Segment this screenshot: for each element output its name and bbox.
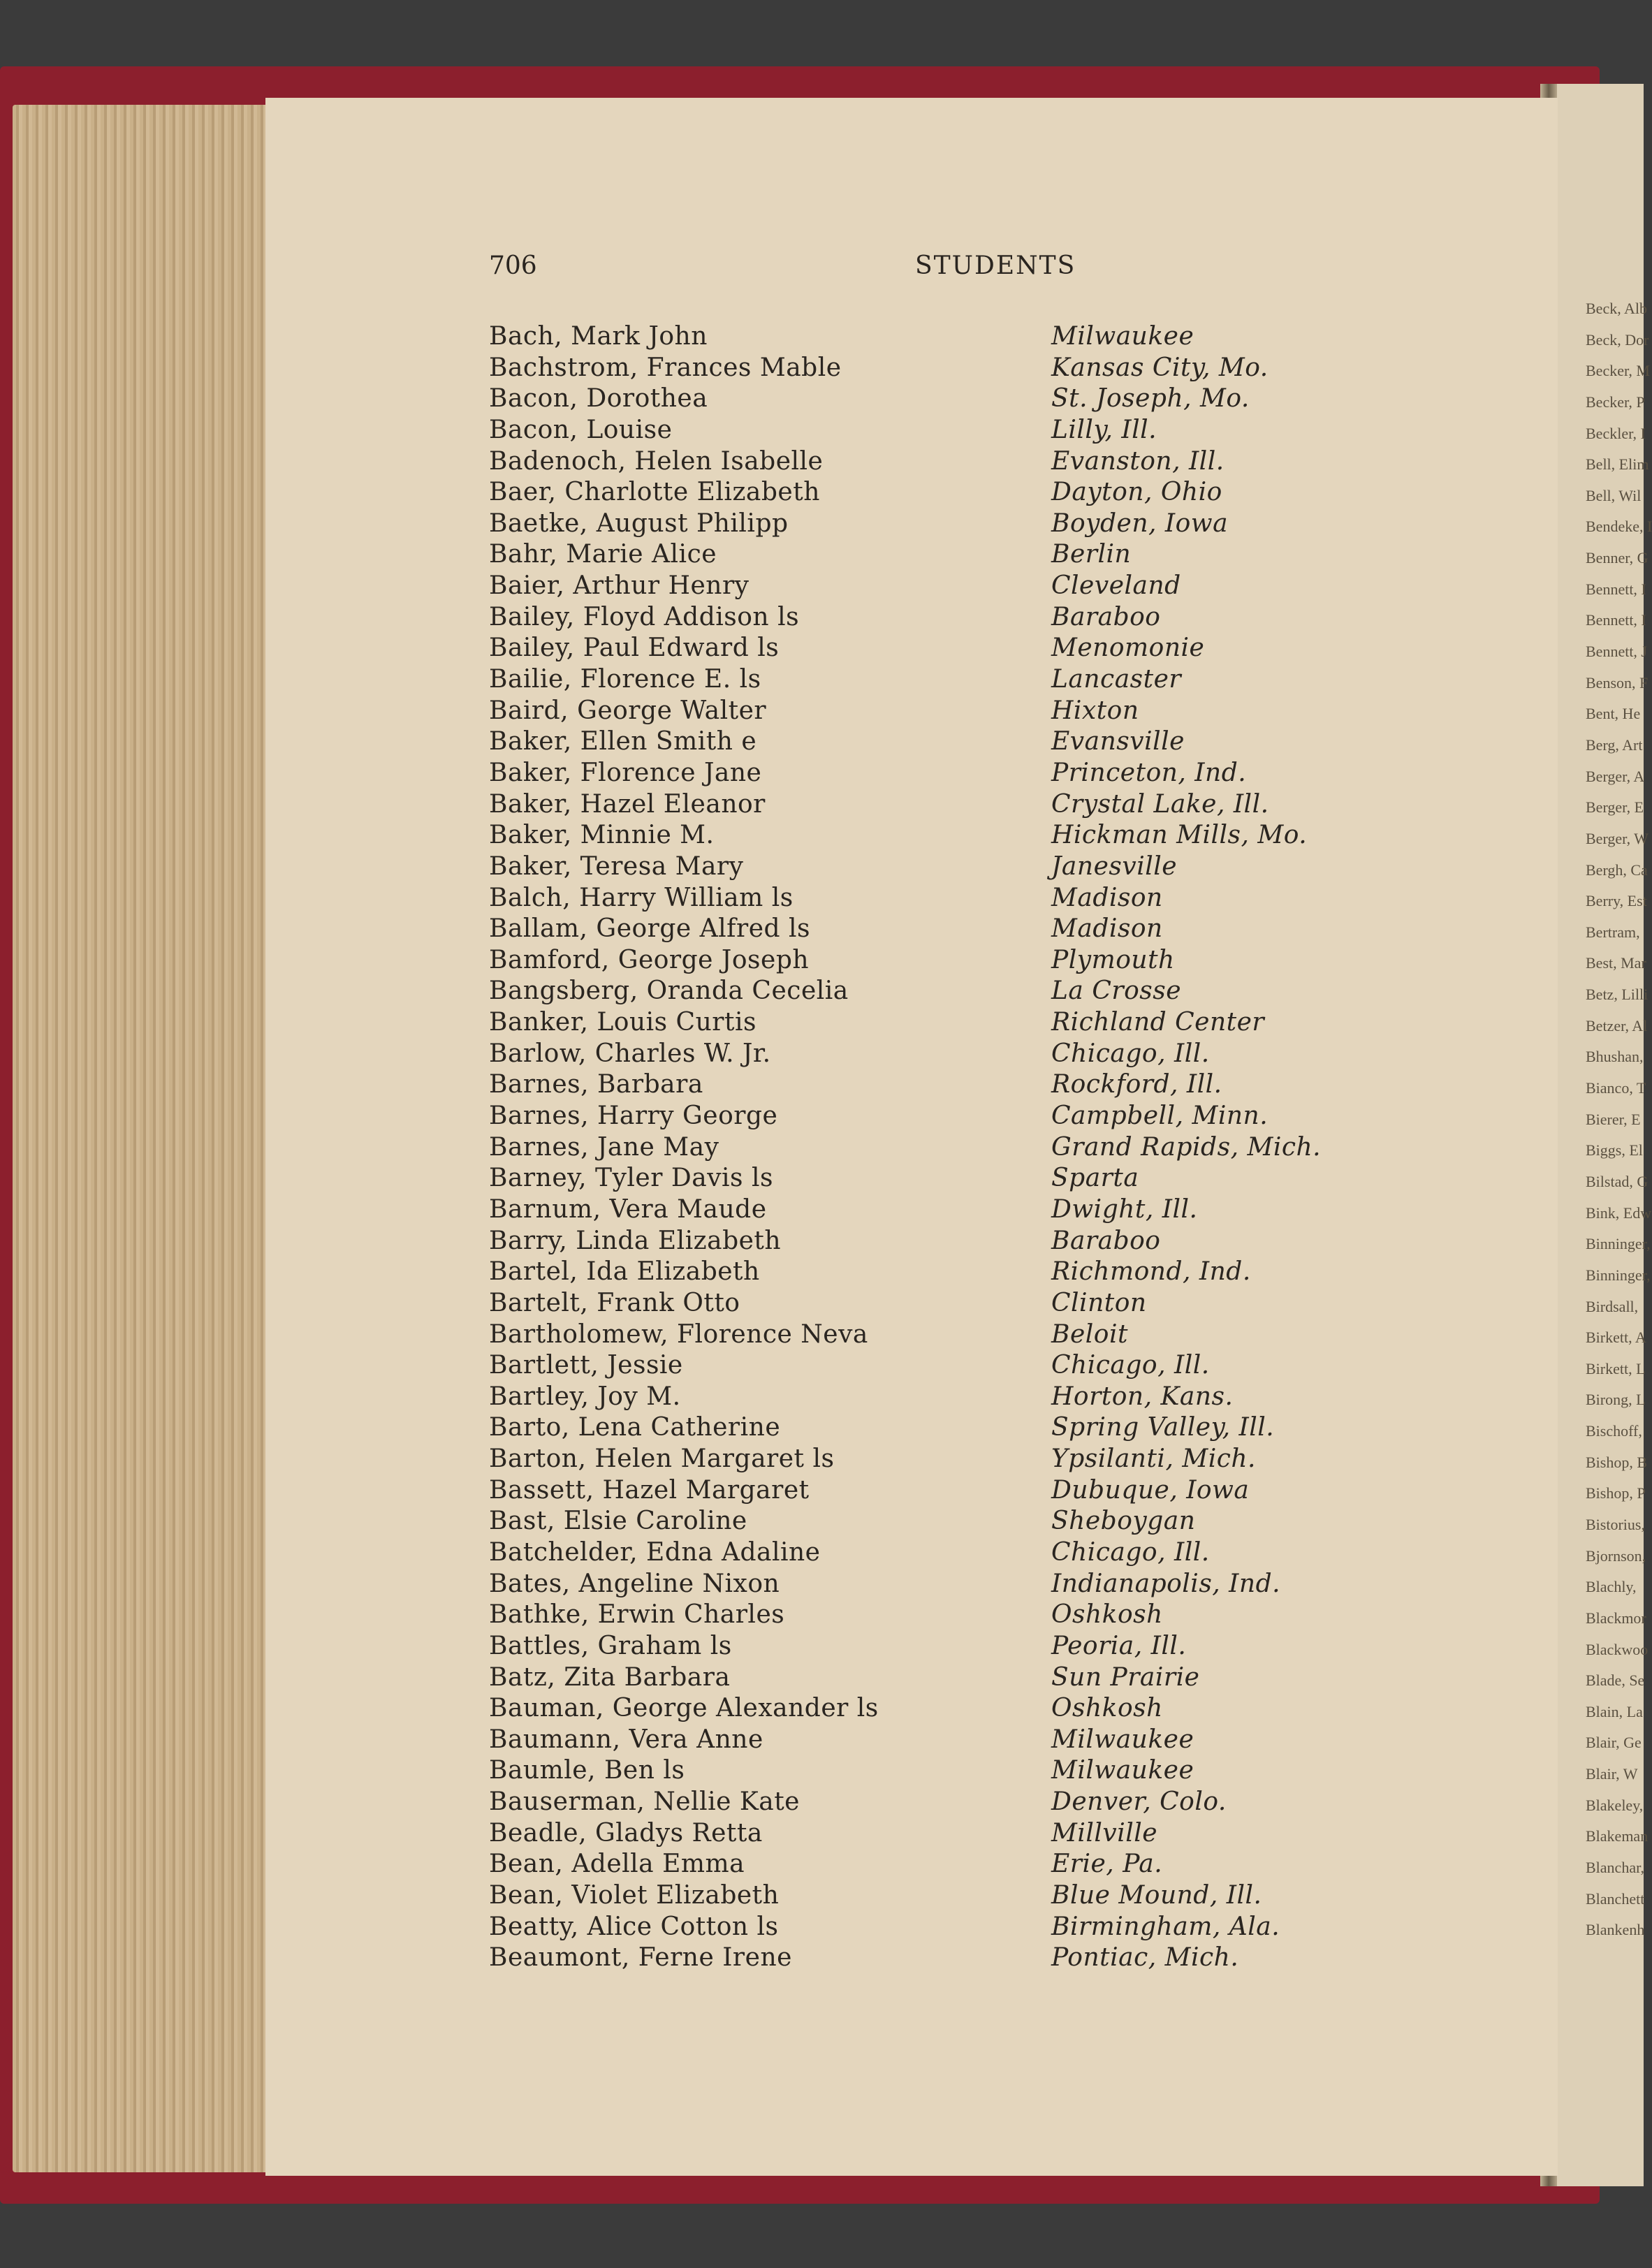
running-head: STUDENTS: [915, 251, 1076, 280]
student-entry: [489, 1382, 1397, 1413]
student-name: Baker, Teresa Mary: [489, 851, 744, 881]
facing-page-fragment: Beckler, I: [1586, 424, 1646, 442]
facing-page-fragment: Bhushan,: [1586, 1048, 1644, 1066]
student-name: Baker, Hazel Eleanor: [489, 789, 766, 819]
student-hometown: Chicago, Ill.: [1051, 1039, 1210, 1068]
student-name: Barney, Tyler Davis ls: [489, 1164, 773, 1193]
student-hometown: Madison: [1051, 883, 1163, 912]
student-hometown: Richmond, Ind.: [1051, 1257, 1251, 1287]
student-name: Bachstrom, Frances Mable: [489, 353, 842, 382]
student-hometown: Clinton: [1051, 1288, 1147, 1317]
student-name: Balch, Harry William ls: [489, 883, 794, 912]
student-entry: [489, 1194, 1397, 1226]
facing-page-fragment: Becker, M: [1586, 362, 1650, 380]
student-name: Barlow, Charles W. Jr.: [489, 1039, 771, 1068]
student-hometown: Chicago, Ill.: [1051, 1351, 1210, 1380]
student-entry: [489, 851, 1397, 883]
student-entry: [489, 633, 1397, 664]
student-hometown: Sparta: [1051, 1164, 1139, 1193]
student-hometown: Princeton, Ind.: [1051, 758, 1247, 787]
student-name: Barnes, Jane May: [489, 1132, 719, 1162]
student-name: Batchelder, Edna Adaline: [489, 1537, 821, 1567]
facing-page-fragment: Bianco, T: [1586, 1079, 1646, 1097]
student-name: Bach, Mark John: [489, 322, 708, 351]
facing-page-fragment: Bischoff,: [1586, 1422, 1642, 1440]
student-entry: [489, 1569, 1397, 1600]
student-entry: [489, 539, 1397, 571]
facing-page-fragment: Betz, Lilli: [1586, 986, 1649, 1004]
student-entry: [489, 1288, 1397, 1319]
student-name: Bartel, Ida Elizabeth: [489, 1257, 760, 1287]
student-hometown: Dubuque, Iowa: [1051, 1475, 1250, 1505]
facing-page-fragment: Beck, Dor: [1586, 330, 1649, 349]
student-entry: [489, 1039, 1397, 1070]
facing-page-fragment: Biggs, El: [1586, 1141, 1643, 1159]
student-hometown: St. Joseph, Mo.: [1051, 384, 1250, 414]
facing-page-fragment: Blair, W: [1586, 1765, 1638, 1783]
student-name: Beaumont, Ferne Irene: [489, 1943, 792, 1973]
student-name: Barnum, Vera Maude: [489, 1194, 767, 1224]
student-entry: [489, 1506, 1397, 1537]
student-name: Barnes, Barbara: [489, 1070, 703, 1099]
facing-page-fragment: Blanchett: [1586, 1889, 1645, 1908]
student-name: Bauserman, Nellie Kate: [489, 1787, 800, 1817]
student-entry: [489, 1007, 1397, 1039]
student-entry: [489, 446, 1397, 478]
student-name: Beadle, Gladys Retta: [489, 1818, 763, 1848]
facing-page-fragment: Blain, La: [1586, 1702, 1643, 1720]
facing-page-fragment: Becker, P: [1586, 393, 1645, 411]
student-name: Bean, Adella Emma: [489, 1850, 745, 1879]
facing-page-fragment: Bertram,: [1586, 923, 1640, 941]
student-hometown: Ypsilanti, Mich.: [1051, 1444, 1256, 1474]
student-hometown: Millville: [1051, 1818, 1158, 1848]
student-entry: [489, 1069, 1397, 1101]
student-entry: [489, 353, 1397, 384]
facing-page-fragment: Bennett, I: [1586, 580, 1646, 598]
facing-page-fragment: Bennett, J: [1586, 643, 1647, 661]
student-entry: [489, 1257, 1397, 1288]
student-entry: [489, 820, 1397, 851]
student-hometown: Indianapolis, Ind.: [1051, 1569, 1281, 1598]
student-name: Bacon, Dorothea: [489, 384, 708, 414]
student-entry: [489, 477, 1397, 509]
student-name: Bailey, Paul Edward ls: [489, 634, 780, 663]
student-name: Barry, Linda Elizabeth: [489, 1226, 782, 1255]
student-entry: [489, 321, 1397, 353]
facing-page-fragment: Birdsall,: [1586, 1297, 1639, 1315]
student-name: Barton, Helen Margaret ls: [489, 1444, 835, 1474]
student-hometown: Hixton: [1051, 696, 1139, 725]
student-entry: [489, 1755, 1397, 1787]
student-hometown: Campbell, Minn.: [1051, 1102, 1269, 1131]
facing-page-fragment: Best, Mar: [1586, 954, 1646, 972]
student-name: Badenoch, Helen Isabelle: [489, 446, 824, 476]
student-hometown: Madison: [1051, 914, 1163, 944]
student-name: Bathke, Erwin Charles: [489, 1600, 785, 1630]
facing-page-fragment: Binninger,: [1586, 1235, 1651, 1253]
student-entry: [489, 1444, 1397, 1475]
student-name: Baer, Charlotte Elizabeth: [489, 478, 820, 507]
student-hometown: Evansville: [1051, 727, 1185, 756]
facing-page-fragment: Berger, W: [1586, 829, 1649, 847]
student-entry: [489, 1226, 1397, 1257]
student-entry: [489, 1101, 1397, 1132]
student-entry: [489, 602, 1397, 634]
student-name: Baird, George Walter: [489, 696, 767, 725]
student-name: Bailey, Floyd Addison ls: [489, 602, 800, 631]
student-hometown: Baraboo: [1051, 1226, 1161, 1255]
student-hometown: Horton, Kans.: [1051, 1382, 1234, 1411]
student-entry: [489, 1631, 1397, 1662]
facing-page-fragment: Bishop, P: [1586, 1484, 1646, 1502]
facing-page-text: [1586, 293, 1652, 1946]
page-edges: [13, 105, 271, 2172]
student-entry: [489, 1475, 1397, 1507]
student-hometown: Lilly, Ill.: [1051, 415, 1157, 444]
page-header: [489, 251, 1090, 286]
facing-page-fragment: Blade, Se: [1586, 1671, 1645, 1690]
student-name: Bailie, Florence E. ls: [489, 665, 761, 694]
student-name: Bartelt, Frank Otto: [489, 1288, 740, 1317]
student-hometown: Evanston, Ill.: [1051, 446, 1225, 476]
student-hometown: Oshkosh: [1051, 1694, 1163, 1723]
facing-page-fragment: Birong, L: [1586, 1391, 1646, 1409]
facing-page-fragment: Beck, Alb: [1586, 300, 1647, 317]
facing-page-fragment: Binninger,: [1586, 1266, 1651, 1284]
facing-page-fragment: Birkett, L: [1586, 1359, 1646, 1377]
student-entry: [489, 383, 1397, 415]
student-name: Baker, Minnie M.: [489, 821, 715, 850]
student-entry: [489, 1943, 1397, 1974]
student-entry: [489, 1163, 1397, 1194]
student-entry: [489, 415, 1397, 446]
facing-page-fragment: Blakeman: [1586, 1827, 1649, 1845]
student-hometown: Cleveland: [1051, 571, 1181, 601]
student-entry: [489, 914, 1397, 945]
student-hometown: Sun Prairie: [1051, 1662, 1200, 1692]
student-hometown: Erie, Pa.: [1051, 1850, 1163, 1879]
student-hometown: Dwight, Ill.: [1051, 1194, 1198, 1224]
student-hometown: Baraboo: [1051, 602, 1161, 631]
facing-page-fragment: Bennett, I: [1586, 611, 1646, 629]
student-entry: [489, 1600, 1397, 1631]
student-hometown: Berlin: [1051, 540, 1132, 569]
student-hometown: Milwaukee: [1051, 1756, 1194, 1785]
student-name: Baetke, August Philipp: [489, 509, 789, 538]
student-entry: [489, 1319, 1397, 1351]
student-name: Batz, Zita Barbara: [489, 1662, 731, 1692]
student-hometown: Blue Mound, Ill.: [1051, 1881, 1262, 1910]
student-hometown: Milwaukee: [1051, 1725, 1194, 1754]
facing-page-fragment: Benson, F: [1586, 673, 1649, 692]
student-entry: [489, 664, 1397, 696]
student-name: Beatty, Alice Cotton ls: [489, 1912, 779, 1941]
facing-page-fragment: Bell, Elim: [1586, 455, 1649, 474]
student-name: Bean, Violet Elizabeth: [489, 1881, 780, 1910]
facing-page-fragment: Berg, Art: [1586, 736, 1643, 754]
facing-page-fragment: Blackwoo: [1586, 1640, 1649, 1658]
facing-page-fragment: Bent, He: [1586, 705, 1641, 723]
student-name: Bangsberg, Oranda Cecelia: [489, 976, 849, 1006]
student-entry: [489, 1880, 1397, 1912]
student-hometown: Birmingham, Ala.: [1051, 1912, 1280, 1941]
student-name: Bahr, Marie Alice: [489, 540, 717, 569]
facing-page-fragment: Bilstad, G: [1586, 1172, 1649, 1190]
facing-page-fragment: Betzer, Al: [1586, 1016, 1648, 1034]
student-name: Bacon, Louise: [489, 415, 673, 444]
student-hometown: Peoria, Ill.: [1051, 1631, 1187, 1660]
facing-page-fragment: Bishop, B: [1586, 1453, 1648, 1471]
student-entry: [489, 726, 1397, 758]
student-hometown: Lancaster: [1051, 665, 1182, 694]
student-hometown: Grand Rapids, Mich.: [1051, 1132, 1322, 1162]
student-name: Bartley, Joy M.: [489, 1382, 681, 1411]
facing-page-fragment: Bendeke, I: [1586, 518, 1652, 536]
student-hometown: Spring Valley, Ill.: [1051, 1413, 1275, 1442]
student-entry: [489, 509, 1397, 540]
student-entry: [489, 1350, 1397, 1382]
student-entry: [489, 571, 1397, 602]
facing-page-fragment: Bierer, E: [1586, 1110, 1641, 1128]
student-name: Battles, Graham ls: [489, 1631, 732, 1660]
student-name: Bamford, George Joseph: [489, 945, 810, 974]
student-hometown: Milwaukee: [1051, 322, 1194, 351]
student-name: Bauman, George Alexander ls: [489, 1694, 879, 1723]
student-hometown: Hickman Mills, Mo.: [1051, 821, 1308, 850]
student-name: Baumann, Vera Anne: [489, 1725, 763, 1754]
facing-page-fragment: Benner, G: [1586, 549, 1649, 567]
student-name: Barto, Lena Catherine: [489, 1413, 781, 1442]
facing-page-fragment: Blair, Ge: [1586, 1734, 1642, 1752]
facing-page-fragment: Bell, Wil: [1586, 486, 1642, 504]
student-entry: [489, 1693, 1397, 1725]
student-entry: [489, 1725, 1397, 1756]
facing-page-fragment: Blanchar,: [1586, 1859, 1645, 1877]
student-name: Banker, Louis Curtis: [489, 1008, 756, 1037]
student-name: Baker, Florence Jane: [489, 758, 762, 787]
student-entry: [489, 1132, 1397, 1164]
student-name: Barnes, Harry George: [489, 1102, 778, 1131]
student-hometown: Denver, Colo.: [1051, 1787, 1227, 1817]
facing-page-fragment: Bistorius,: [1586, 1515, 1645, 1533]
facing-page-fragment: Berger, A: [1586, 767, 1645, 785]
facing-page-fragment: Blachly,: [1586, 1578, 1637, 1596]
student-entry: [489, 789, 1397, 821]
facing-page-fragment: Berry, Est: [1586, 892, 1647, 910]
facing-page-fragment: Blankenh: [1586, 1921, 1645, 1939]
student-entry: [489, 1849, 1397, 1880]
student-entry: [489, 945, 1397, 976]
student-name: Baker, Ellen Smith e: [489, 727, 757, 756]
facing-page-fragment: Blackmor: [1586, 1609, 1646, 1627]
page-number: 706: [489, 251, 537, 280]
student-entry: [489, 1787, 1397, 1818]
student-name: Bates, Angeline Nixon: [489, 1569, 780, 1598]
student-name: Bassett, Hazel Margaret: [489, 1475, 810, 1505]
student-name: Baumle, Ben ls: [489, 1756, 685, 1785]
student-hometown: Kansas City, Mo.: [1051, 353, 1269, 382]
student-hometown: Beloit: [1051, 1319, 1128, 1349]
student-hometown: Plymouth: [1051, 945, 1175, 974]
facing-page-fragment: Bink, Edw: [1586, 1203, 1652, 1222]
student-hometown: Crystal Lake, Ill.: [1051, 789, 1269, 819]
student-entry: [489, 883, 1397, 914]
student-hometown: Pontiac, Mich.: [1051, 1943, 1239, 1973]
facing-page-fragment: Berger, E: [1586, 798, 1644, 817]
facing-page-fragment: Bjornson,: [1586, 1546, 1646, 1565]
student-hometown: Menomonie: [1051, 634, 1205, 663]
student-entry: [489, 1662, 1397, 1694]
student-list: [489, 321, 1397, 1974]
student-hometown: Dayton, Ohio: [1051, 478, 1222, 507]
student-hometown: Chicago, Ill.: [1051, 1537, 1210, 1567]
student-hometown: Sheboygan: [1051, 1507, 1196, 1536]
student-entry: [489, 696, 1397, 727]
facing-page-fragment: Birkett, A: [1586, 1329, 1646, 1347]
student-name: Bast, Elsie Caroline: [489, 1507, 747, 1536]
student-hometown: Rockford, Ill.: [1051, 1070, 1222, 1099]
student-hometown: Richland Center: [1051, 1008, 1265, 1037]
student-name: Bartlett, Jessie: [489, 1351, 683, 1380]
student-hometown: Boyden, Iowa: [1051, 509, 1229, 538]
student-entry: [489, 1912, 1397, 1943]
facing-page-fragment: Blakeley,: [1586, 1796, 1644, 1814]
student-hometown: Oshkosh: [1051, 1600, 1163, 1630]
student-hometown: Janesville: [1051, 851, 1178, 881]
student-name: Bartholomew, Florence Neva: [489, 1319, 868, 1349]
facing-page-fragment: Bergh, Ca: [1586, 861, 1648, 879]
student-entry: [489, 1412, 1397, 1444]
student-entry: [489, 1818, 1397, 1850]
student-entry: [489, 758, 1397, 789]
student-name: Ballam, George Alfred ls: [489, 914, 810, 944]
student-entry: [489, 976, 1397, 1007]
student-entry: [489, 1537, 1397, 1569]
student-hometown: La Crosse: [1051, 976, 1181, 1006]
student-name: Baier, Arthur Henry: [489, 571, 750, 601]
